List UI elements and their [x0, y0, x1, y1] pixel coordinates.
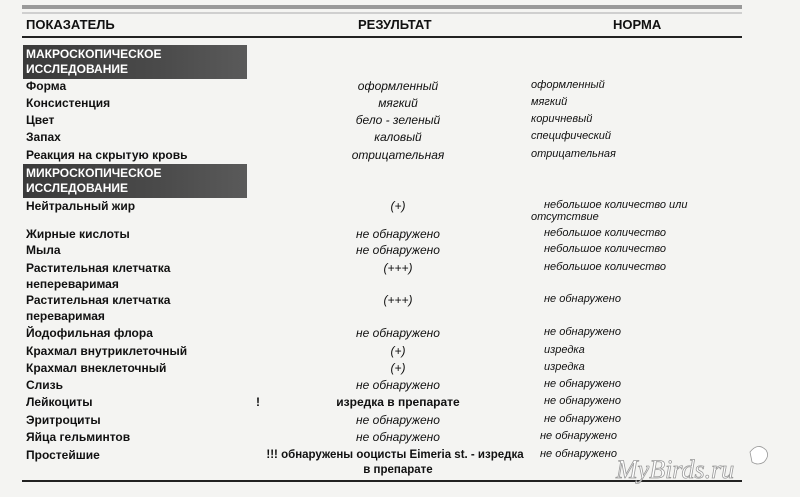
row-result: (+): [390, 199, 406, 213]
row-result: не обнаружено: [356, 243, 440, 257]
row-result: бело - зеленый: [355, 113, 441, 127]
header-norm: НОРМА: [613, 17, 662, 32]
row-result: каловый: [374, 130, 422, 144]
section-micro-line1: МИКРОСКОПИЧЕСКОЕ: [26, 166, 162, 180]
alert-mark: !: [256, 395, 260, 409]
row-norm: не обнаружено: [544, 413, 621, 425]
section-micro-line2: ИССЛЕДОВАНИЕ: [26, 181, 128, 195]
watermark-logo: [610, 440, 785, 490]
row-norm: изредка: [544, 361, 585, 373]
row-name-continued: непереваримая: [26, 277, 119, 291]
row-result: (+++): [383, 293, 413, 307]
row-name: Запах: [26, 130, 61, 144]
table-header: [0, 15, 800, 35]
row-name: Форма: [26, 79, 67, 93]
row-name: Крахмал внеклеточный: [26, 361, 167, 375]
row-result: !!! обнаружены ооцисты Eimeria st. - изредка: [266, 449, 524, 461]
row-name-continued: переваримая: [26, 309, 105, 323]
header-indicator: ПОКАЗАТЕЛЬ: [26, 17, 115, 32]
row-norm: небольшое количество: [544, 261, 667, 273]
row-norm: не обнаружено: [544, 293, 621, 305]
row-name: Лейкоциты: [26, 395, 93, 409]
row-norm: не обнаружено: [544, 395, 621, 407]
row-name: Слизь: [26, 378, 64, 392]
row-norm: изредка: [544, 344, 585, 356]
row-result: мягкий: [378, 96, 418, 110]
section-macroscopic: [23, 45, 247, 79]
row-norm: мягкий: [531, 96, 568, 108]
row-name: Йодофильная флора: [26, 326, 153, 340]
row-norm-continued: отсутствие: [531, 211, 599, 223]
row-result: не обнаружено: [356, 227, 440, 241]
row-result: не обнаружено: [356, 413, 440, 427]
row-norm: небольшое количество: [544, 243, 667, 255]
row-result: оформленный: [357, 79, 439, 93]
row-norm: специфический: [531, 130, 612, 142]
row-result: не обнаружено: [356, 378, 440, 392]
row-name: Крахмал внутриклеточный: [26, 344, 188, 358]
top-rule: [22, 5, 742, 9]
row-norm: не обнаружено: [540, 448, 617, 460]
row-result: (+++): [383, 261, 413, 275]
row-result: не обнаружено: [356, 326, 440, 340]
row-result: изредка в препарате: [336, 395, 460, 409]
row-result: отрицательная: [351, 148, 445, 162]
row-result: (+): [390, 361, 406, 375]
header-divider: [22, 36, 742, 38]
row-name: Яйца гельминтов: [26, 430, 131, 444]
row-norm: отрицательная: [531, 148, 616, 160]
row-result-continued: в препарате: [363, 464, 433, 476]
row-name: Простейшие: [26, 448, 100, 462]
row-name: Жирные кислоты: [26, 227, 130, 241]
section-macro-line2: ИССЛЕДОВАНИЕ: [26, 62, 128, 76]
row-result: (+): [390, 344, 406, 358]
row-result: не обнаружено: [356, 430, 440, 444]
row-name: Цвет: [26, 113, 55, 127]
row-norm: небольшое количество: [544, 227, 667, 239]
row-name: Растительная клетчатка: [26, 293, 171, 307]
header-result: РЕЗУЛЬТАТ: [358, 17, 432, 32]
row-norm: не обнаружено: [544, 326, 621, 338]
section-microscopic: [23, 164, 247, 198]
bird-icon: [750, 446, 768, 464]
row-norm: коричневый: [531, 113, 593, 125]
row-name: Мыла: [26, 243, 61, 257]
watermark-text: MyBirds.ru: [616, 455, 735, 484]
row-norm: оформленный: [531, 79, 605, 91]
row-norm: небольшое количество или: [544, 199, 688, 211]
row-name: Нейтральный жир: [26, 199, 136, 213]
row-name: Консистенция: [26, 96, 111, 110]
row-norm: не обнаружено: [540, 430, 617, 442]
section-macro-line1: МАКРОСКОПИЧЕСКОЕ: [26, 47, 162, 61]
row-norm: не обнаружено: [544, 378, 621, 390]
row-name: Растительная клетчатка: [26, 261, 171, 275]
row-name: Эритроциты: [26, 413, 101, 427]
row-name: Реакция на скрытую кровь: [26, 148, 188, 162]
top-rule-secondary: [22, 12, 742, 14]
